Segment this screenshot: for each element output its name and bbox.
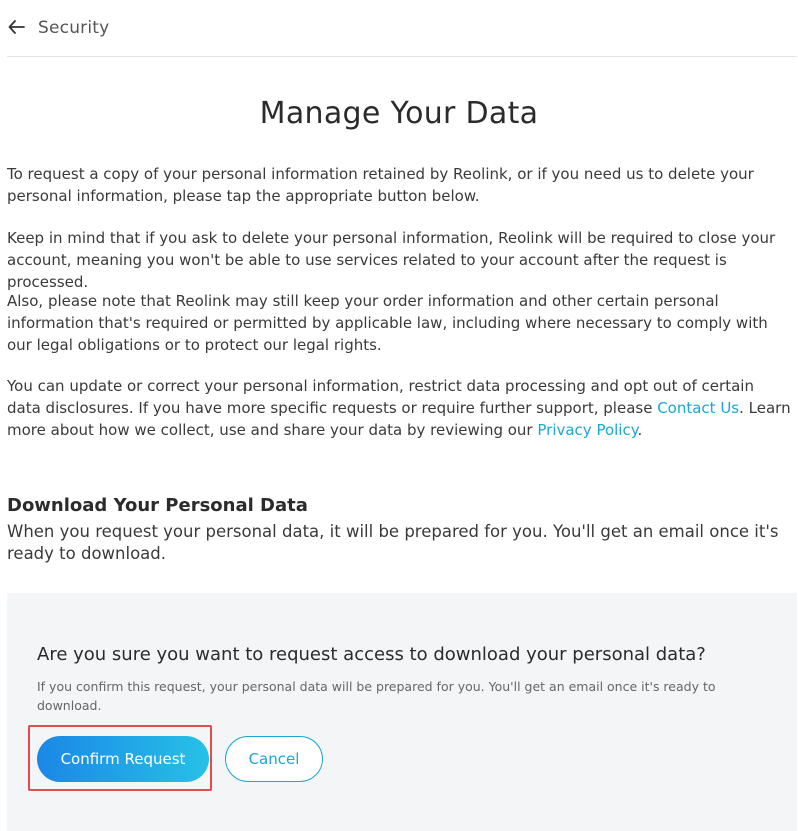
arrow-left-icon[interactable]	[7, 17, 27, 37]
intro-paragraph-4-text-c: .	[637, 421, 643, 439]
intro-paragraph-4-text-a: You can update or correct your personal information, restrict data processing and opt out of certain data disclosures. If you have more specific requests or require further support, please	[7, 377, 754, 417]
back-link-label[interactable]: Security	[38, 18, 110, 38]
page-title: Manage Your Data	[259, 96, 539, 131]
top-navigation-bar	[7, 0, 797, 57]
intro-paragraph-4	[7, 375, 792, 441]
confirm-question: Are you sure you want to request access to download your personal data?	[37, 644, 706, 665]
confirm-request-button[interactable]: Confirm Request	[37, 736, 209, 782]
confirm-request-panel	[7, 593, 797, 831]
contact-us-link[interactable]: Contact Us	[657, 399, 740, 417]
cancel-button[interactable]: Cancel	[225, 736, 323, 782]
intro-paragraph-1: To request a copy of your personal information retained by Reolink, or if you need us to delete your personal information, please tap the appropriate button below.	[7, 165, 754, 205]
download-section-description: When you request your personal data, it will be prepared for you. You'll get an email once it's ready to download.	[7, 522, 779, 563]
download-section-title: Download Your Personal Data	[7, 495, 308, 516]
intro-paragraph-3: Also, please note that Reolink may still keep your order information and other certain personal information that's required or permitted by applicable law, including where necessary to comply with our legal obligations or to protect our legal rights.	[7, 292, 768, 354]
privacy-policy-link[interactable]: Privacy Policy	[537, 421, 638, 439]
confirm-note: If you confirm this request, your personal data will be prepared for you. You'll get an email once it's ready to download.	[37, 679, 716, 713]
intro-paragraph-2: Keep in mind that if you ask to delete your personal information, Reolink will be required to close your account, meaning you won't be able to use services related to your account after the request is processed.	[7, 229, 776, 291]
intro-paragraph-4-text-b: . Learn more about how we collect, use and share your data by reviewing our	[7, 399, 791, 439]
